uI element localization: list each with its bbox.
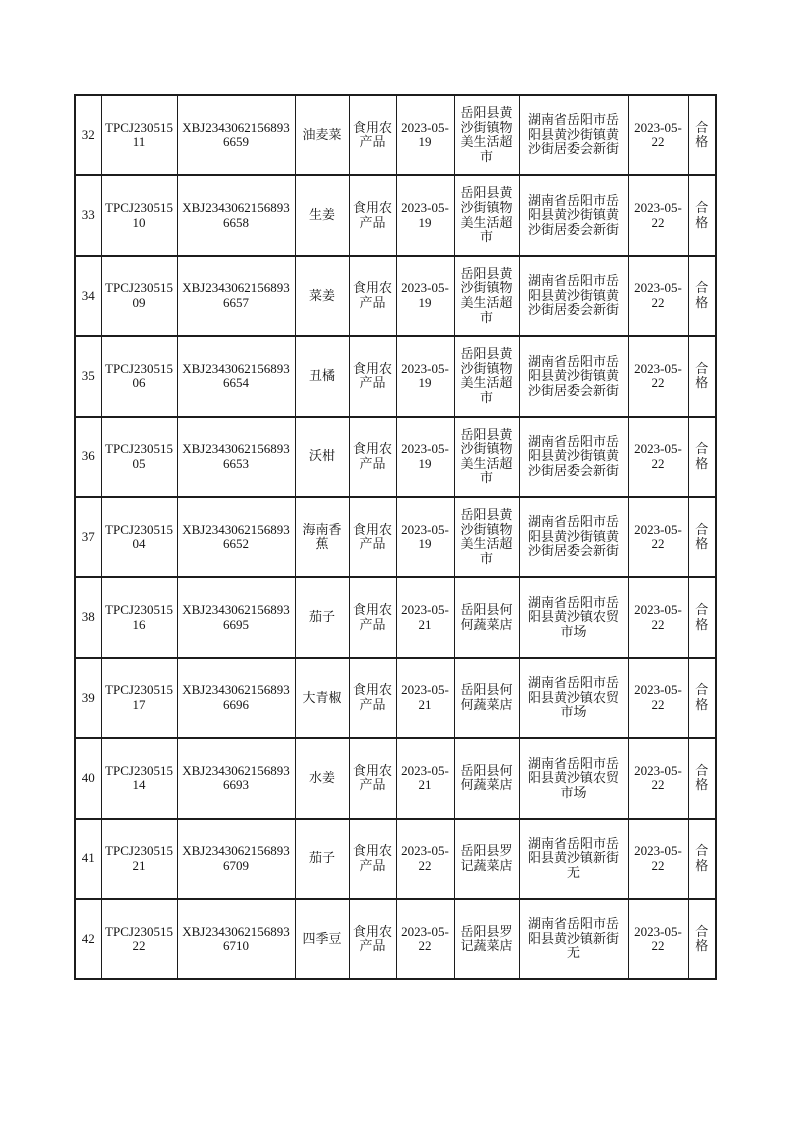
table-row: [75, 256, 716, 336]
sample-id-cell: TPCJ23051505: [101, 417, 177, 497]
result-cell: 合格: [688, 497, 716, 577]
report-date-cell: 2023-05-22: [628, 899, 688, 979]
sampling-date-cell: 2023-05-21: [396, 738, 454, 818]
vendor-cell: 岳阳县黄沙街镇物美生活超市: [454, 417, 519, 497]
address-cell: 湖南省岳阳市岳阳县黄沙街镇黄沙街居委会新街: [519, 256, 628, 336]
report-id-cell: XBJ23430621568936654: [177, 336, 295, 416]
address-cell: 湖南省岳阳市岳阳县黄沙镇农贸市场: [519, 658, 628, 738]
vendor-cell: 岳阳县何何蔬菜店: [454, 577, 519, 657]
result-cell: 合格: [688, 175, 716, 255]
vendor-cell: 岳阳县黄沙街镇物美生活超市: [454, 175, 519, 255]
vendor-cell: 岳阳县罗记蔬菜店: [454, 899, 519, 979]
report-id-cell: XBJ23430621568936657: [177, 256, 295, 336]
result-cell: 合格: [688, 738, 716, 818]
result-cell: 合格: [688, 899, 716, 979]
product-name-cell: 海南香蕉: [295, 497, 349, 577]
report-id-cell: XBJ23430621568936693: [177, 738, 295, 818]
sampling-date-cell: 2023-05-19: [396, 95, 454, 175]
vendor-cell: 岳阳县何何蔬菜店: [454, 658, 519, 738]
table-row: [75, 175, 716, 255]
product-name-cell: 大青椒: [295, 658, 349, 738]
vendor-cell: 岳阳县何何蔬菜店: [454, 738, 519, 818]
sampling-date-cell: 2023-05-21: [396, 658, 454, 738]
report-date-cell: 2023-05-22: [628, 658, 688, 738]
report-id-cell: XBJ23430621568936653: [177, 417, 295, 497]
category-cell: 食用农产品: [349, 95, 396, 175]
sample-id-cell: TPCJ23051517: [101, 658, 177, 738]
address-cell: 湖南省岳阳市岳阳县黄沙镇农贸市场: [519, 738, 628, 818]
category-cell: 食用农产品: [349, 336, 396, 416]
vendor-cell: 岳阳县黄沙街镇物美生活超市: [454, 256, 519, 336]
report-id-cell: XBJ23430621568936659: [177, 95, 295, 175]
product-name-cell: 菜姜: [295, 256, 349, 336]
address-cell: 湖南省岳阳市岳阳县黄沙街镇黄沙街居委会新街: [519, 336, 628, 416]
address-cell: 湖南省岳阳市岳阳县黄沙街镇黄沙街居委会新街: [519, 417, 628, 497]
sampling-date-cell: 2023-05-22: [396, 899, 454, 979]
table-row: [75, 577, 716, 657]
product-name-cell: 丑橘: [295, 336, 349, 416]
sample-id-cell: TPCJ23051514: [101, 738, 177, 818]
category-cell: 食用农产品: [349, 577, 396, 657]
address-cell: 湖南省岳阳市岳阳县黄沙镇新街无: [519, 819, 628, 899]
table-row: [75, 95, 716, 175]
sample-id-cell: TPCJ23051511: [101, 95, 177, 175]
category-cell: 食用农产品: [349, 738, 396, 818]
category-cell: 食用农产品: [349, 819, 396, 899]
results-table-body: [75, 95, 716, 979]
table-row: [75, 738, 716, 818]
report-date-cell: 2023-05-22: [628, 95, 688, 175]
row-number-cell: 32: [75, 95, 101, 175]
report-id-cell: XBJ23430621568936652: [177, 497, 295, 577]
table-row: [75, 658, 716, 738]
report-id-cell: XBJ23430621568936695: [177, 577, 295, 657]
table-row: [75, 819, 716, 899]
report-id-cell: XBJ23430621568936710: [177, 899, 295, 979]
row-number-cell: 41: [75, 819, 101, 899]
product-name-cell: 沃柑: [295, 417, 349, 497]
address-cell: 湖南省岳阳市岳阳县黄沙街镇黄沙街居委会新街: [519, 95, 628, 175]
row-number-cell: 37: [75, 497, 101, 577]
sample-id-cell: TPCJ23051522: [101, 899, 177, 979]
address-cell: 湖南省岳阳市岳阳县黄沙街镇黄沙街居委会新街: [519, 175, 628, 255]
category-cell: 食用农产品: [349, 497, 396, 577]
table-row: [75, 417, 716, 497]
vendor-cell: 岳阳县黄沙街镇物美生活超市: [454, 336, 519, 416]
category-cell: 食用农产品: [349, 256, 396, 336]
product-name-cell: 四季豆: [295, 899, 349, 979]
report-date-cell: 2023-05-22: [628, 497, 688, 577]
sampling-date-cell: 2023-05-22: [396, 819, 454, 899]
row-number-cell: 39: [75, 658, 101, 738]
category-cell: 食用农产品: [349, 417, 396, 497]
address-cell: 湖南省岳阳市岳阳县黄沙镇农贸市场: [519, 577, 628, 657]
category-cell: 食用农产品: [349, 899, 396, 979]
product-name-cell: 水姜: [295, 738, 349, 818]
product-name-cell: 茄子: [295, 819, 349, 899]
sampling-date-cell: 2023-05-19: [396, 256, 454, 336]
report-date-cell: 2023-05-22: [628, 417, 688, 497]
category-cell: 食用农产品: [349, 175, 396, 255]
result-cell: 合格: [688, 658, 716, 738]
row-number-cell: 33: [75, 175, 101, 255]
inspection-results-table: [74, 94, 717, 980]
address-cell: 湖南省岳阳市岳阳县黄沙街镇黄沙街居委会新街: [519, 497, 628, 577]
report-id-cell: XBJ23430621568936696: [177, 658, 295, 738]
sampling-date-cell: 2023-05-19: [396, 497, 454, 577]
sampling-date-cell: 2023-05-19: [396, 336, 454, 416]
result-cell: 合格: [688, 256, 716, 336]
result-cell: 合格: [688, 819, 716, 899]
product-name-cell: 生姜: [295, 175, 349, 255]
result-cell: 合格: [688, 417, 716, 497]
row-number-cell: 42: [75, 899, 101, 979]
result-cell: 合格: [688, 95, 716, 175]
table-row: [75, 336, 716, 416]
category-cell: 食用农产品: [349, 658, 396, 738]
report-date-cell: 2023-05-22: [628, 175, 688, 255]
report-id-cell: XBJ23430621568936658: [177, 175, 295, 255]
sampling-date-cell: 2023-05-21: [396, 577, 454, 657]
row-number-cell: 35: [75, 336, 101, 416]
table-row: [75, 899, 716, 979]
report-date-cell: 2023-05-22: [628, 256, 688, 336]
row-number-cell: 38: [75, 577, 101, 657]
sampling-date-cell: 2023-05-19: [396, 417, 454, 497]
sample-id-cell: TPCJ23051504: [101, 497, 177, 577]
row-number-cell: 40: [75, 738, 101, 818]
vendor-cell: 岳阳县罗记蔬菜店: [454, 819, 519, 899]
row-number-cell: 34: [75, 256, 101, 336]
vendor-cell: 岳阳县黄沙街镇物美生活超市: [454, 497, 519, 577]
sample-id-cell: TPCJ23051510: [101, 175, 177, 255]
report-date-cell: 2023-05-22: [628, 336, 688, 416]
sample-id-cell: TPCJ23051506: [101, 336, 177, 416]
sample-id-cell: TPCJ23051516: [101, 577, 177, 657]
sampling-date-cell: 2023-05-19: [396, 175, 454, 255]
row-number-cell: 36: [75, 417, 101, 497]
address-cell: 湖南省岳阳市岳阳县黄沙镇新街无: [519, 899, 628, 979]
report-date-cell: 2023-05-22: [628, 577, 688, 657]
sample-id-cell: TPCJ23051521: [101, 819, 177, 899]
product-name-cell: 茄子: [295, 577, 349, 657]
report-id-cell: XBJ23430621568936709: [177, 819, 295, 899]
result-cell: 合格: [688, 336, 716, 416]
table-row: [75, 497, 716, 577]
vendor-cell: 岳阳县黄沙街镇物美生活超市: [454, 95, 519, 175]
report-date-cell: 2023-05-22: [628, 819, 688, 899]
result-cell: 合格: [688, 577, 716, 657]
report-date-cell: 2023-05-22: [628, 738, 688, 818]
product-name-cell: 油麦菜: [295, 95, 349, 175]
sample-id-cell: TPCJ23051509: [101, 256, 177, 336]
